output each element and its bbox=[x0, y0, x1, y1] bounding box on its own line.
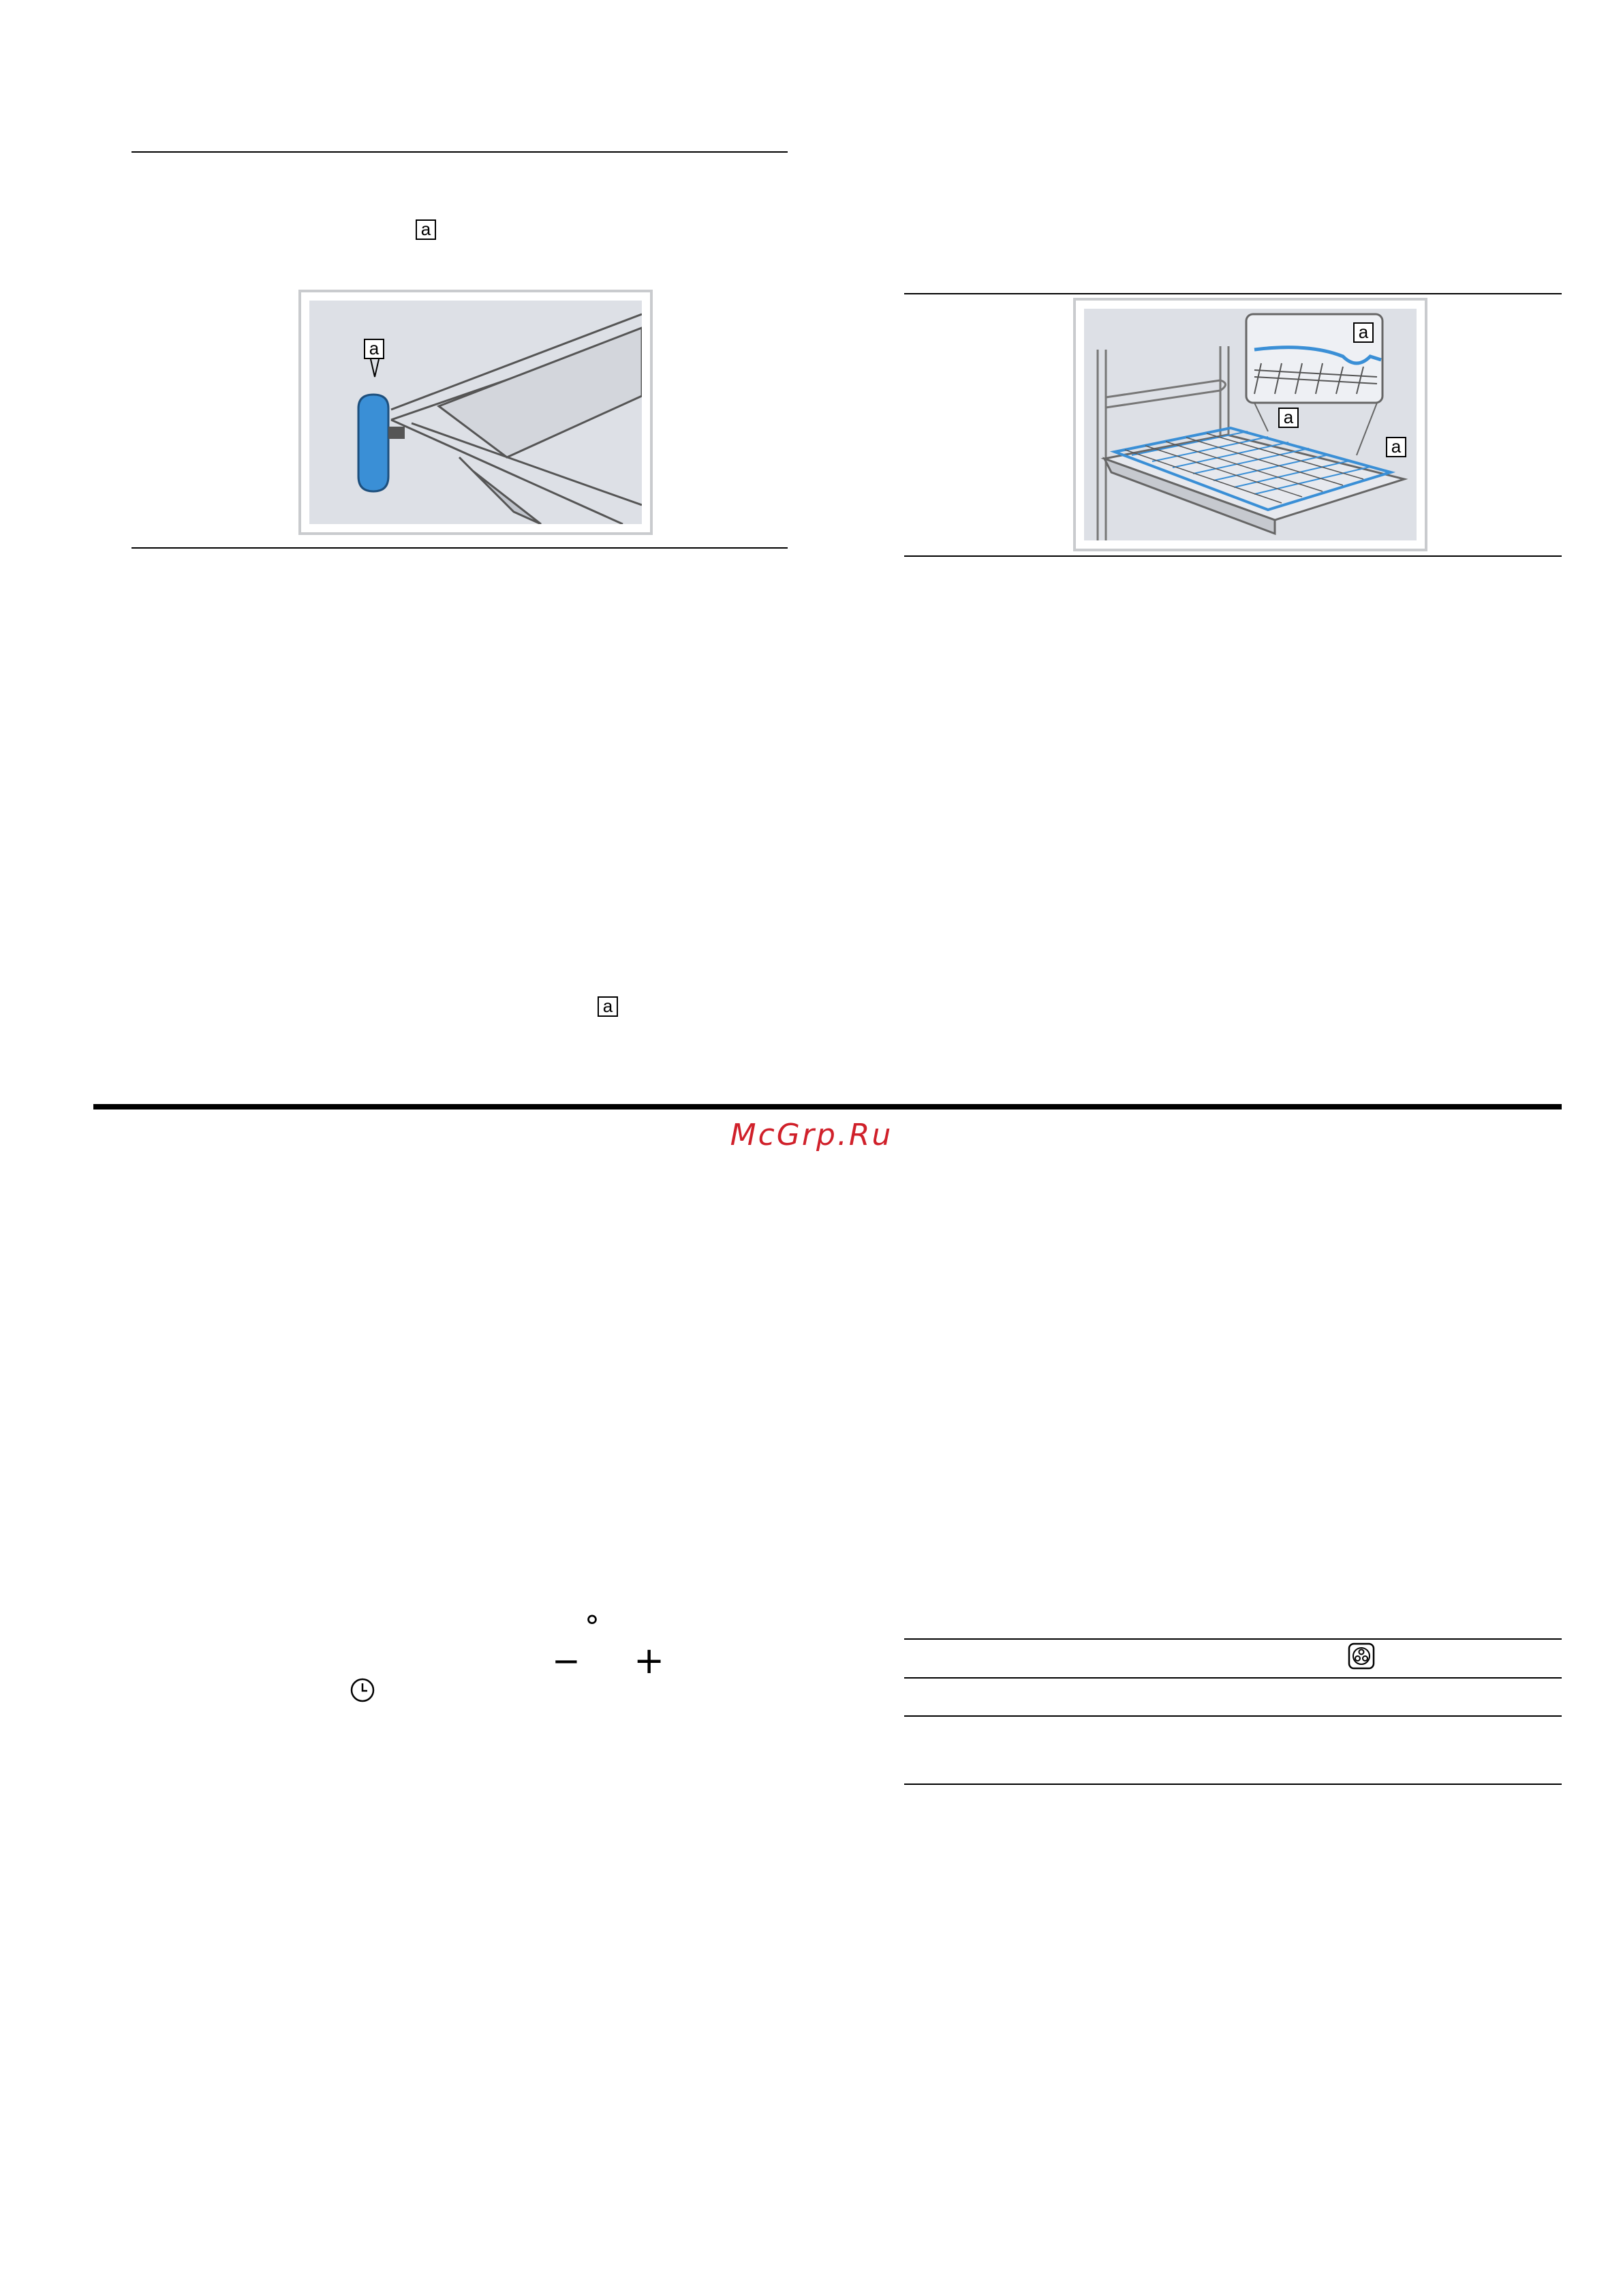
right-figure-top-rule bbox=[904, 293, 1562, 294]
callout-a-inline-1: a bbox=[416, 219, 436, 240]
left-figure-bottom-rule bbox=[132, 547, 788, 549]
figure-accessory-clip bbox=[298, 290, 653, 535]
plus-button[interactable]: + bbox=[634, 1639, 665, 1682]
minus-button[interactable]: − bbox=[552, 1641, 581, 1681]
callout-pointer-1 bbox=[368, 359, 382, 380]
table-rule-2 bbox=[904, 1677, 1562, 1679]
callout-a-inline-2: a bbox=[598, 996, 618, 1017]
section-divider bbox=[93, 1104, 1562, 1109]
callout-a-figure-2a: a bbox=[1353, 322, 1374, 343]
callout-a-figure-2b: a bbox=[1278, 408, 1299, 428]
callout-a-figure-1: a bbox=[364, 339, 384, 359]
right-figure-bottom-rule bbox=[904, 555, 1562, 557]
table-rule-1 bbox=[904, 1638, 1562, 1640]
top-left-rule bbox=[132, 151, 788, 153]
table-rule-3 bbox=[904, 1715, 1562, 1717]
clock-icon bbox=[349, 1677, 376, 1704]
watermark: McGrp.Ru bbox=[730, 1118, 893, 1152]
degree-symbol: ° bbox=[585, 1610, 600, 1644]
table-rule-4 bbox=[904, 1784, 1562, 1785]
hot-air-fan-icon bbox=[1348, 1642, 1375, 1670]
callout-a-figure-2c: a bbox=[1386, 437, 1406, 457]
clip-illustration bbox=[309, 301, 642, 524]
rack-illustration bbox=[1084, 309, 1417, 540]
figure-wire-rack-tray bbox=[1073, 298, 1427, 551]
